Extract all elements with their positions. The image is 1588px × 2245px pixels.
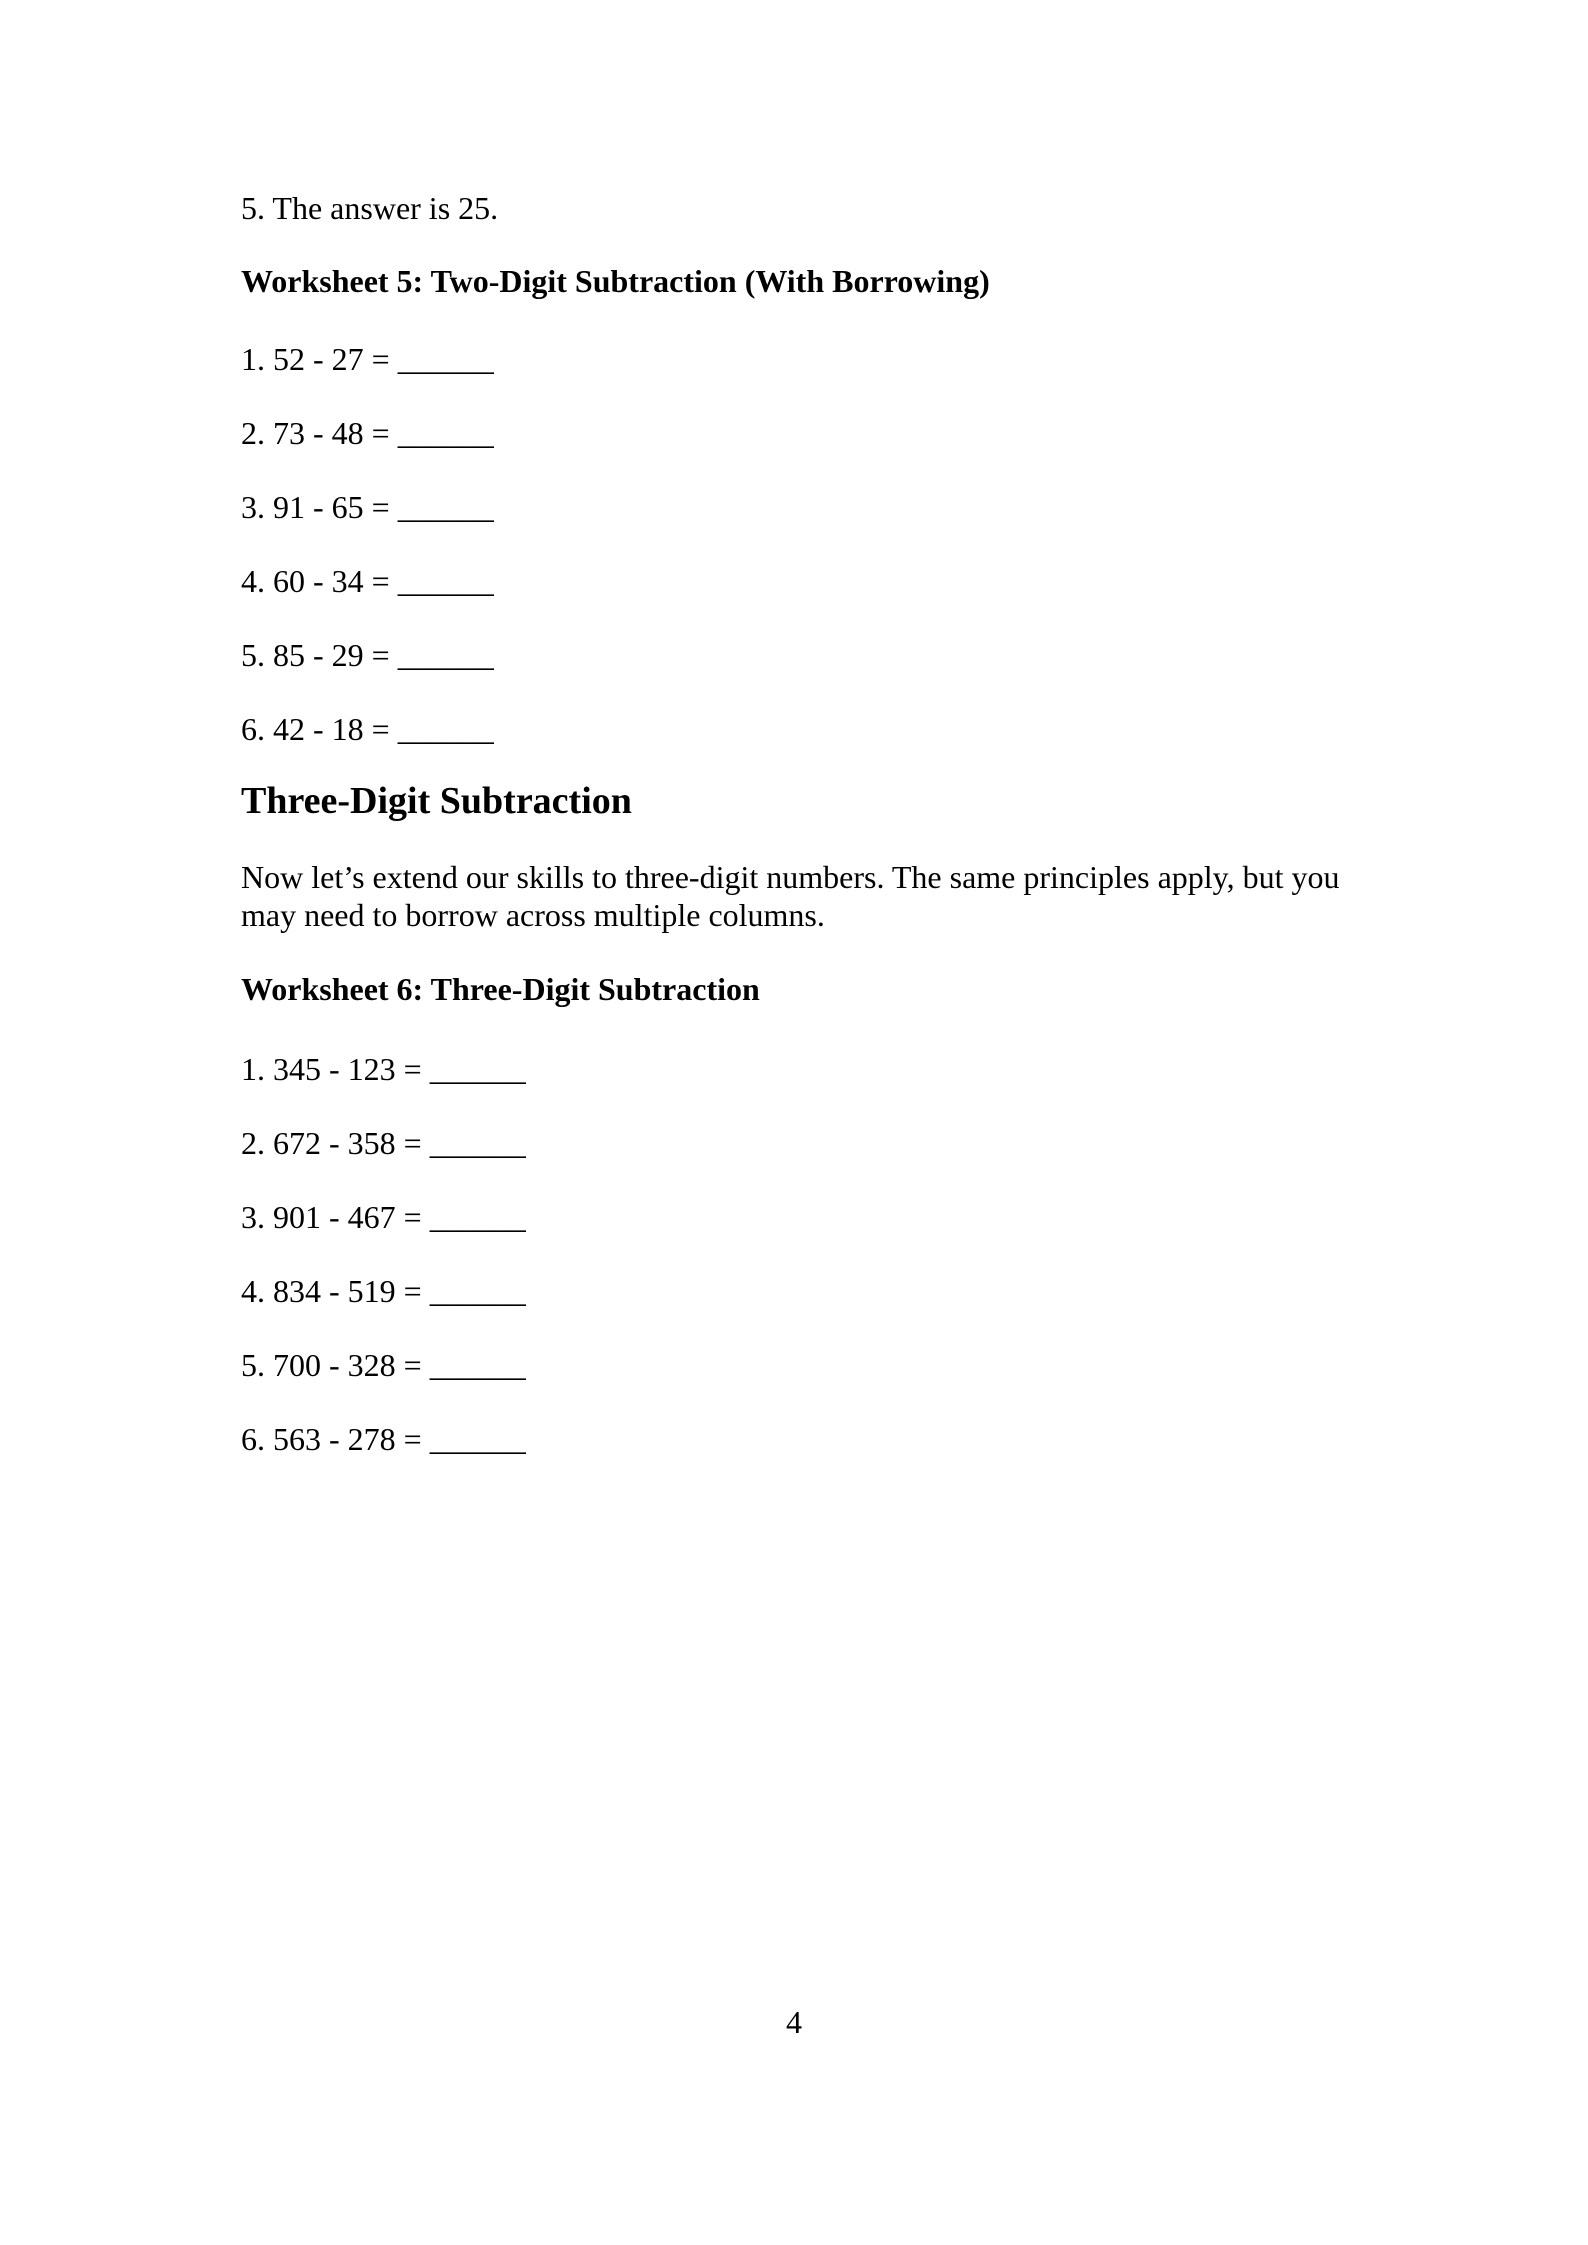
problem-row xyxy=(241,635,1391,675)
problem-row xyxy=(241,413,1391,453)
section-intro: Now let’s extend our skills to three-digit numbers. The same principles apply, but you may need to borrow across multiple columns. xyxy=(241,859,1340,933)
worksheet-6-problems xyxy=(241,1049,1391,1459)
answer-blank: ______ xyxy=(397,489,494,525)
problem-text: 1. 345 - 123 = xyxy=(241,1051,430,1087)
answer-line: 5. The answer is 25. xyxy=(241,190,499,226)
answer-blank: ______ xyxy=(397,341,494,377)
answer-blank: ______ xyxy=(429,1199,526,1235)
answer-blank: ______ xyxy=(397,415,494,451)
answer-blank: ______ xyxy=(397,563,494,599)
problem-row xyxy=(241,1419,1391,1459)
problem-text: 1. 52 - 27 = xyxy=(241,341,398,377)
answer-blank: ______ xyxy=(429,1347,526,1383)
problem-text: 2. 672 - 358 = xyxy=(241,1125,430,1161)
problem-row xyxy=(241,487,1391,527)
problem-row xyxy=(241,1049,1391,1089)
answer-blank: ______ xyxy=(397,637,494,673)
document-content xyxy=(241,0,1391,1459)
problem-text: 5. 85 - 29 = xyxy=(241,637,398,673)
problem-row xyxy=(241,561,1391,601)
answer-blank: ______ xyxy=(429,1051,526,1087)
problem-text: 6. 563 - 278 = xyxy=(241,1421,430,1457)
worksheet-5-title: Worksheet 5: Two-Digit Subtraction (With Borrowing) xyxy=(241,263,990,299)
problem-text: 4. 60 - 34 = xyxy=(241,563,398,599)
problem-text: 4. 834 - 519 = xyxy=(241,1273,430,1309)
problem-row xyxy=(241,339,1391,379)
problem-row xyxy=(241,1123,1391,1163)
problem-row xyxy=(241,709,1391,749)
answer-blank: ______ xyxy=(397,711,494,747)
page-number: 4 xyxy=(786,2004,802,2040)
problem-text: 5. 700 - 328 = xyxy=(241,1347,430,1383)
problem-row xyxy=(241,1271,1391,1311)
problem-text: 3. 91 - 65 = xyxy=(241,489,398,525)
problem-row xyxy=(241,1345,1391,1385)
problem-text: 3. 901 - 467 = xyxy=(241,1199,430,1235)
worksheet-5-problems xyxy=(241,339,1391,749)
problem-row xyxy=(241,1197,1391,1237)
answer-blank: ______ xyxy=(429,1421,526,1457)
problem-text: 2. 73 - 48 = xyxy=(241,415,398,451)
section-heading: Three-Digit Subtraction xyxy=(241,780,632,822)
problem-text: 6. 42 - 18 = xyxy=(241,711,398,747)
answer-blank: ______ xyxy=(429,1273,526,1309)
worksheet-6-title: Worksheet 6: Three-Digit Subtraction xyxy=(241,971,760,1007)
answer-blank: ______ xyxy=(429,1125,526,1161)
